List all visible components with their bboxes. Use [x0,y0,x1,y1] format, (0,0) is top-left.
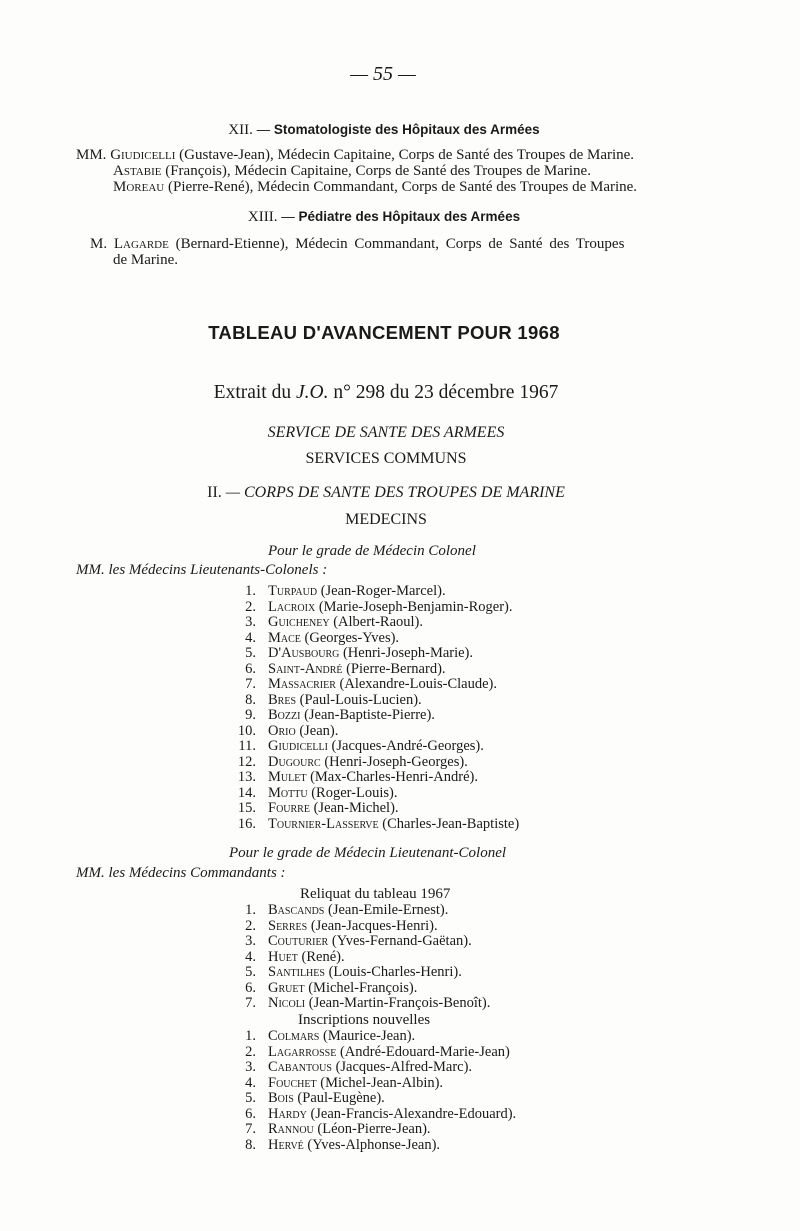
item-surname: Mace [268,629,301,646]
item-surname: Serres [268,917,308,934]
journal-officiel: J.O. [295,382,329,403]
entry-line [76,147,634,164]
corps-number: II. [207,484,222,501]
list-item [222,1091,516,1107]
item-surname: Mulet [268,769,307,785]
item-surname: Hardy [268,1105,307,1122]
grade-subheading: MM. les Médecins Lieutenants-Colonels : [76,562,328,578]
item-given-names: (Jean-Roger-Marcel). [317,583,446,599]
item-number: 8. [245,691,256,708]
entry-name: Lagarde [113,236,169,252]
item-surname: Bozzi [268,707,301,723]
item-surname: Bois [268,1090,294,1106]
item-number: 2. [245,1043,256,1060]
item-given-names: (Pierre-Bernard). [342,660,446,677]
item-given-names: (Yves-Alphonse-Jean). [303,1136,441,1153]
item-number: 1. [245,1028,256,1044]
item-given-names: (Jean-Baptiste-Pierre). [300,707,435,723]
item-number: 1. [245,583,256,599]
list-item [222,739,519,755]
item-number: 3. [245,614,256,630]
item-given-names: (Georges-Yves). [300,629,400,646]
item-number: 2. [245,917,256,934]
section-heading-xiii [0,209,768,226]
main-title: TABLEAU D'AVANCEMENT POUR 1968 [208,322,560,343]
item-surname: Lagarrosse [268,1043,337,1060]
grade-subheading: MM. les Médecins Commandants : [76,865,286,881]
item-surname: Colmars [268,1028,320,1044]
item-surname: Rannou [268,1121,314,1137]
item-given-names: (Paul-Eugène). [293,1090,385,1106]
item-surname: Hervé [268,1136,304,1153]
item-given-names: (Max-Charles-Henri-André). [306,769,478,785]
item-given-names: (Alexandre-Louis-Claude). [335,676,497,692]
item-given-names: (Henri-Joseph-Marie). [339,645,474,661]
item-given-names: (Jean). [295,722,339,739]
list-item [222,724,519,740]
list-item [222,1138,516,1154]
item-given-names: (Jean-Francis-Alexandre-Edouard). [306,1105,517,1122]
section-heading-xii [0,122,768,139]
item-surname: Bascands [268,902,325,918]
item-surname: Santilhes [268,964,325,980]
list-item [222,615,519,631]
item-given-names: (Roger-Louis). [307,784,398,801]
item-number: 15. [237,800,256,816]
entry-details: (Gustave-Jean), Médecin Capitaine, Corps de Santé des Troupes de Marine. [175,147,635,163]
entry-line [113,163,591,180]
list-item [222,1107,516,1123]
list-inscriptions [222,1029,516,1153]
list-item [222,801,519,817]
entry-details: (François), Médecin Capitaine, Corps de Santé des Troupes de Marine. [161,163,591,179]
entry-details: (Pierre-René), Médecin Commandant, Corps de Santé des Troupes de Marine. [164,179,638,195]
item-surname: Giudicelli [268,738,328,754]
item-given-names: (Albert-Raoul). [329,614,423,630]
item-surname: Massacrier [268,676,336,692]
item-number: 10. [237,722,256,739]
item-number: 8. [245,1136,256,1153]
item-number: 6. [245,979,256,996]
list-item [222,1045,516,1061]
list-item [222,1029,516,1045]
list-item [222,693,519,709]
item-surname: Dugourc [268,753,321,770]
section-dash: — [252,122,274,137]
list-item [222,584,519,600]
item-surname: Turpaud [268,583,318,599]
grade-heading: Pour le grade de Médecin Lieutenant-Colonel [229,845,507,861]
item-given-names: (Henri-Joseph-Georges). [320,753,468,770]
section-title: Stomatologiste des Hôpitaux des Armées [273,122,540,137]
item-number: 4. [245,1074,256,1091]
entry-name: Astabie [113,163,162,179]
list-item [222,903,490,919]
item-number: 3. [245,1059,256,1075]
extrait-prefix: Extrait du [213,382,296,403]
item-given-names: (Jean-Emile-Ernest). [324,902,449,918]
services-communs-heading: SERVICES COMMUNS [305,450,467,467]
item-given-names: (André-Edouard-Marie-Jean) [336,1043,510,1060]
corps-heading [0,484,772,502]
item-surname: Lacroix [268,598,316,615]
list-item [222,965,490,981]
list-item [222,934,490,950]
entry-name: Moreau [113,179,165,195]
service-heading: SERVICE DE SANTE DES ARMEES [267,424,505,441]
list-colonel [222,584,519,832]
entry-continuation: de Marine. [113,252,178,268]
entry-prefix: MM. [76,147,111,163]
item-surname: Gruet [268,979,305,996]
item-surname: Bres [268,691,297,708]
grade-heading: Pour le grade de Médecin Colonel [268,543,476,559]
list-item [222,817,519,833]
list-item [222,919,490,935]
item-given-names: (Jean-Martin-François-Benoît). [305,995,491,1011]
item-given-names: (Jean-Jacques-Henri). [307,917,438,934]
item-number: 6. [245,1105,256,1122]
item-surname: Mottu [268,784,308,801]
item-number: 7. [245,676,256,692]
item-given-names: (Maurice-Jean). [319,1028,416,1044]
item-number: 12. [237,753,256,770]
list-item [222,996,490,1012]
item-number: 16. [237,815,256,832]
item-given-names: (René). [297,948,345,965]
item-given-names: (Charles-Jean-Baptiste) [378,815,520,832]
item-number: 14. [237,784,256,801]
item-surname: Fourre [268,800,310,816]
item-given-names: (Yves-Fernand-Gaëtan). [328,933,472,949]
item-number: 5. [245,645,256,661]
item-surname: Nicoli [268,995,306,1011]
entry-line [113,179,637,196]
corps-title: — CORPS DE SANTE DES TROUPES DE MARINE [221,484,565,501]
list-item [222,631,519,647]
item-number: 6. [245,660,256,677]
item-given-names: (Paul-Louis-Lucien). [296,691,422,708]
section-number: XII. [228,122,253,138]
list-item [222,708,519,724]
item-given-names: (Michel-Jean-Albin). [316,1074,444,1091]
item-surname: Orio [268,722,296,739]
list-item [222,755,519,771]
list-item [222,981,490,997]
item-surname: Saint-André [268,660,343,677]
list-item [222,786,519,802]
list-item [222,1060,516,1076]
item-given-names: (Jean-Michel). [309,800,399,816]
section-number: XIII. [247,209,278,225]
item-surname: Huet [268,948,298,965]
item-given-names: (Jacques-Alfred-Marc). [331,1059,473,1075]
entry-details: (Bernard-Etienne), Médecin Commandant, Corps de Santé des Troupes [168,236,625,252]
entry-prefix: M. [90,236,114,252]
list-item [222,770,519,786]
item-given-names: (Marie-Joseph-Benjamin-Roger). [315,598,513,615]
item-number: 5. [245,964,256,980]
list-reliquat [222,903,490,1012]
item-number: 7. [245,1121,256,1137]
item-surname: D'Ausbourg [268,645,340,661]
list-item [222,950,490,966]
medecins-heading: MEDECINS [345,511,427,528]
item-number: 9. [245,707,256,723]
item-number: 11. [238,738,256,754]
item-number: 4. [245,629,256,646]
list-item [222,1076,516,1092]
list-item [222,600,519,616]
item-given-names: (Léon-Pierre-Jean). [313,1121,431,1137]
item-given-names: (Jacques-André-Georges). [327,738,484,754]
item-given-names: (Louis-Charles-Henri). [324,964,462,980]
inscriptions-heading: Inscriptions nouvelles [298,1012,431,1028]
item-number: 1. [245,902,256,918]
item-given-names: (Michel-François). [304,979,418,996]
extrait-line [0,382,772,404]
list-item [222,677,519,693]
item-number: 3. [245,933,256,949]
section-title: Pédiatre des Hôpitaux des Armées [298,209,521,224]
item-surname: Tournier-Lasserve [268,815,379,832]
item-surname: Cabantous [268,1059,332,1075]
item-number: 13. [237,769,256,785]
item-number: 5. [245,1090,256,1106]
extrait-reference: n° 298 du 23 décembre 1967 [328,382,559,403]
entry-name: Giudicelli [110,147,176,163]
item-number: 2. [245,598,256,615]
entry-line [90,236,624,253]
item-number: 4. [245,948,256,965]
list-item [222,662,519,678]
list-item [222,1122,516,1138]
item-surname: Couturier [268,933,329,949]
section-dash: — [277,209,299,224]
item-number: 7. [245,995,256,1011]
item-surname: Guicheney [268,614,330,630]
item-surname: Fouchet [268,1074,317,1091]
list-item [222,646,519,662]
reliquat-heading: Reliquat du tableau 1967 [300,886,451,902]
page-number: — 55 — [350,63,416,85]
